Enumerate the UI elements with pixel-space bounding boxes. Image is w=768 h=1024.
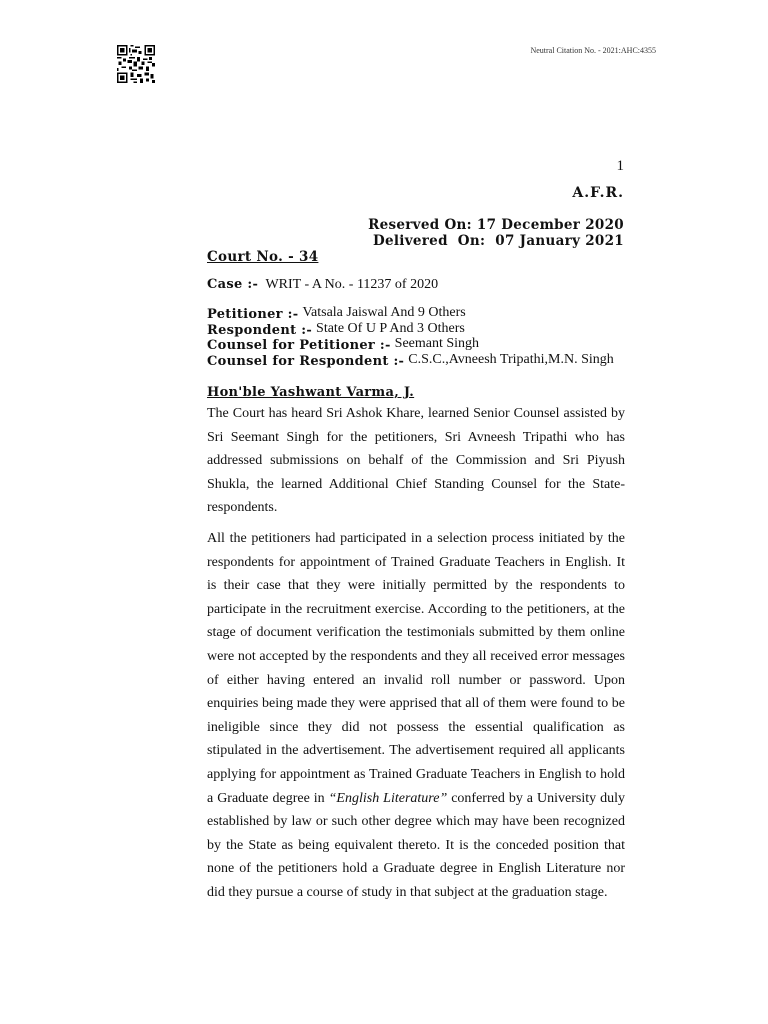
- counsel-respondent-label: Counsel for Respondent :-: [207, 353, 405, 369]
- counsel-petitioner-label: Counsel for Petitioner :-: [207, 338, 391, 353]
- reserved-date: Reserved On: 17 December 2020: [368, 217, 624, 233]
- case-line: [207, 277, 438, 293]
- neutral-citation: Neutral Citation No. - 2021:AHC:4355: [530, 46, 656, 55]
- respondent-label: Respondent :-: [207, 322, 313, 338]
- judgment-dates: [330, 217, 624, 249]
- judge-name: Hon'ble Yashwant Varma, J.: [207, 385, 415, 400]
- paragraph-2-emphasis: “English Literature”: [328, 790, 448, 806]
- qr-code: [117, 45, 155, 83]
- afr-marker: A.F.R.: [572, 185, 624, 201]
- page-number: 1: [616, 158, 624, 174]
- court-number: Court No. - 34: [207, 249, 319, 265]
- counsel-petitioner-value: Seemant Singh: [394, 336, 480, 351]
- case-value: WRIT - A No. - 11237 of 2020: [265, 277, 439, 292]
- counsel-respondent-value: C.S.C.,Avneesh Tripathi,M.N. Singh: [408, 351, 614, 367]
- petitioner-value: Vatsala Jaiswal And 9 Others: [302, 305, 466, 320]
- respondent-value: State Of U P And 3 Others: [316, 320, 465, 336]
- judgment-body: [207, 402, 625, 911]
- paragraph-1: The Court has heard Sri Ashok Khare, learned Senior Counsel assisted by Sri Seemant Singh for the petitioners, Sri Avneesh Tripathi who has addressed submissions on behalf of the Commission and Sri Piyush Shukla, the learned Additional Chief Standing Counsel for the State-respondents.: [207, 406, 625, 516]
- parties-block: [207, 307, 637, 369]
- case-label: Case :-: [207, 277, 259, 292]
- paragraph-2-part-1: All the petitioners had participated in a selection process initiated by the respondents for appointment of Trained Graduate Teachers in English. It is their case that they were initially permitted by the respondents to participate in the recruitment exercise. According to the petitioners, at the stage of document verification the testimonials submitted by them online were not accepted by the respondents and they all received error messages of either having entered an invalid roll number or password. Upon enquiries being made they were apprised that all of them were found to be ineligible since they did not possess the essential qualification as stipulated in the advertisement. The advertisement required all applicants applying for appointment as Trained Graduate Teachers in English to hold a Graduate degree in: [207, 530, 625, 806]
- counsel-respondent-row: [207, 351, 637, 370]
- paragraph-2: [207, 527, 625, 905]
- paragraph-2-part-2: conferred by a University duly established by law or such other degree which may have been recognized by the State as being equivalent thereto. It is the conceded position that none of the petitioners hold a Graduate degree in English Literature nor did they pursue a course of study in that subject at the graduation stage.: [207, 790, 625, 900]
- delivered-date: Delivered On: 07 January 2021: [372, 233, 624, 249]
- petitioner-label: Petitioner :-: [207, 307, 299, 322]
